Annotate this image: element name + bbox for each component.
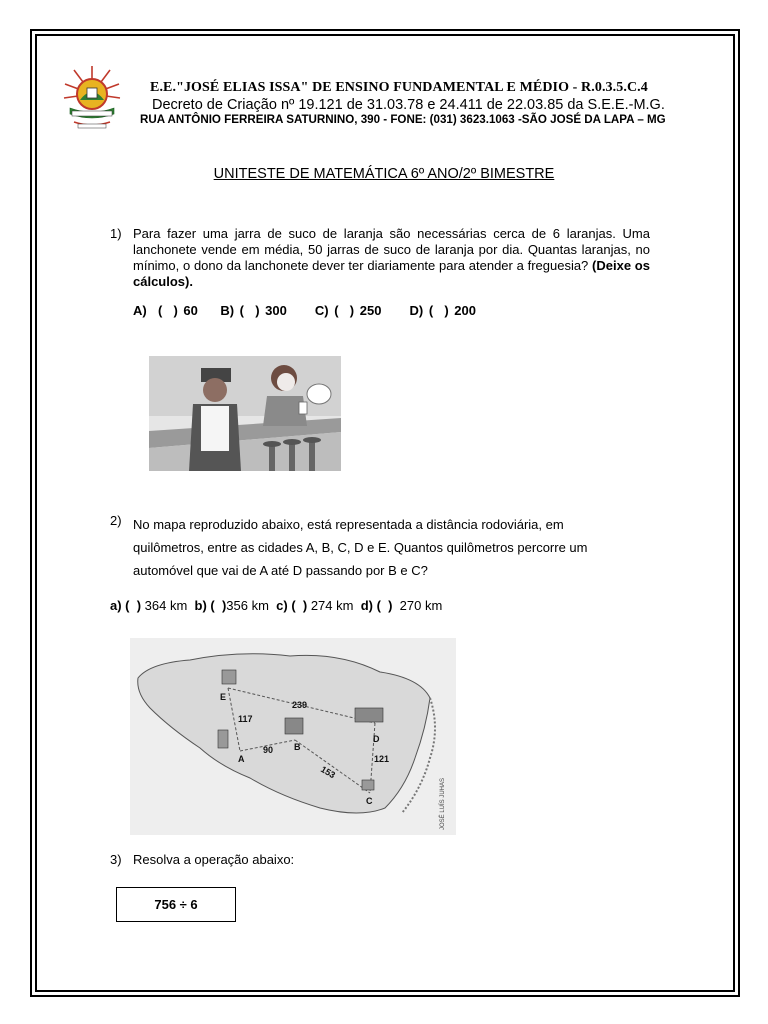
city-label-b: B (294, 742, 301, 752)
division-operation-box (116, 887, 236, 922)
city-label-e: E (220, 692, 227, 702)
option-a-value: 364 km (141, 598, 195, 613)
distance-b-c: 153 (319, 764, 338, 781)
city-label-a: A (238, 754, 245, 764)
snack-bar-illustration (149, 356, 341, 471)
option-b-label[interactable]: b) ( ) (194, 598, 227, 613)
option-d-label[interactable]: d) ( ) (360, 598, 393, 613)
test-title: UNITESTE DE MATEMÁTICA 6º ANO/2º BIMESTRE (213, 166, 555, 182)
division-operation: 756 ÷ 6 (154, 897, 198, 912)
distance-a-b: 90 (263, 745, 274, 755)
distance-e-a: 117 (238, 714, 253, 724)
road-distance-map (130, 638, 456, 835)
city-label-c: C (366, 796, 373, 806)
question-1-emphasis: (Deixe os cálculos). (133, 258, 650, 289)
question-2-number: 2) (110, 513, 122, 528)
question-3-number: 3) (110, 852, 122, 867)
option-a-label[interactable]: a) ( ) (110, 598, 142, 613)
school-crest-icon (62, 64, 122, 134)
distance-d-c: 121 (374, 754, 390, 764)
creation-decree: Decreto de Criação nº 19.121 de 31.03.78 e 24.411 de 22.03.85 da S.E.E.-M.G. (152, 97, 665, 113)
distance-e-d: 239 (292, 700, 308, 710)
option-d-value: 270 km (392, 598, 443, 613)
question-1-number: 1) (110, 226, 122, 241)
option-c-label[interactable]: c) ( ) (276, 598, 308, 613)
school-address: RUA ANTÔNIO FERREIRA SATURNINO, 390 - FONE: (031) 3623.1063 -SÃO JOSÉ DA LAPA – MG (140, 113, 666, 126)
question-1-options[interactable]: A) ( ) 60 B) ( ) 300 C) ( ) 250 D) ( ) 200 (133, 303, 476, 318)
option-c-value: 274 km (307, 598, 361, 613)
school-name: E.E."JOSÉ ELIAS ISSA" DE ENSINO FUNDAMENTAL E MÉDIO - R.0.3.5.C.4 (150, 80, 648, 95)
question-2-text: No mapa reproduzido abaixo, está representada a distância rodoviária, em quilômetros, entre as cidades A, B, C, D e E. Quantos quilômetros percorre um automóvel que vai de A até D passando por B e C? (133, 517, 588, 578)
map-credit: JOSÉ LUÍS JUHAS (440, 777, 446, 830)
question-3-text: Resolva a operação abaixo: (133, 852, 295, 867)
question-1-text: Para fazer uma jarra de suco de laranja são necessárias cerca de 6 laranjas. Uma lanchonete vende em média, 50 jarras de suco de laranja por dia. Quantas laranjas, no mínimo, o dono da lanchonete dever ter diariamente para atender a freguesia? (Deixe os cálculos). (133, 226, 650, 289)
option-b-value: 356 km (226, 598, 277, 613)
question-2-options[interactable] (110, 598, 442, 613)
city-label-d: D (373, 734, 380, 744)
